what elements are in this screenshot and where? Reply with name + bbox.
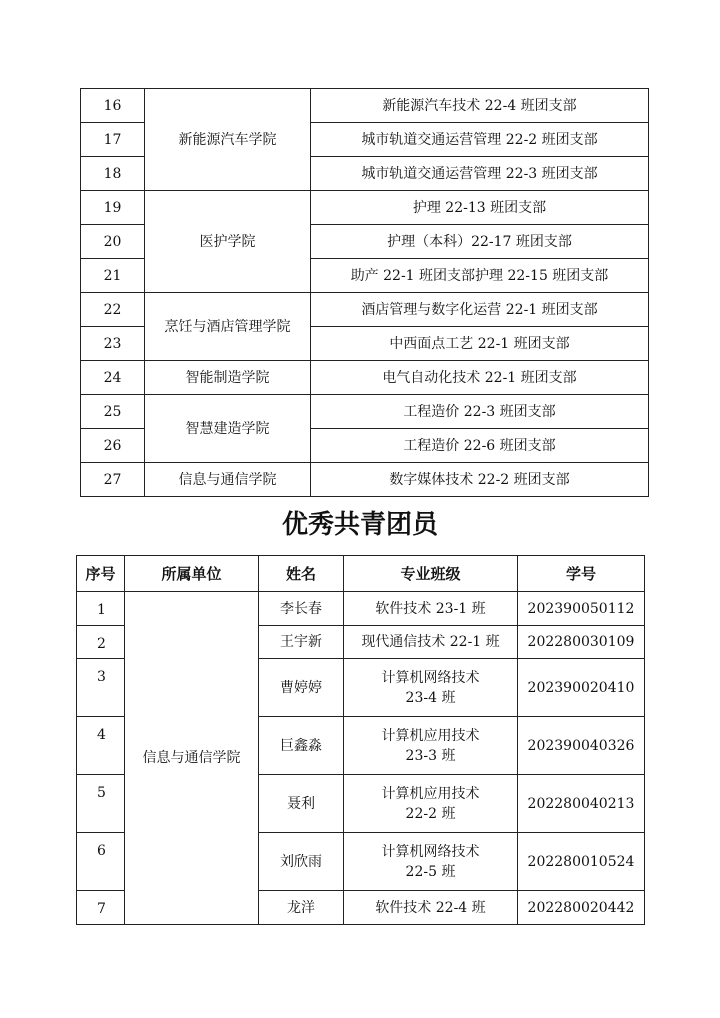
row-number: 5	[77, 775, 125, 833]
major-line: 计算机网络技术	[381, 843, 480, 860]
row-number: 24	[81, 361, 145, 395]
college-cell: 新能源汽车学院	[145, 89, 311, 191]
branch-cell: 城市轨道交通运营管理 22-2 班团支部	[311, 123, 649, 157]
branch-cell: 城市轨道交通运营管理 22-3 班团支部	[311, 157, 649, 191]
college-cell: 医护学院	[145, 191, 311, 293]
table-row	[81, 293, 649, 327]
major-line: 23-3 班	[405, 747, 456, 764]
college-cell: 智慧建造学院	[145, 395, 311, 463]
member-table	[76, 555, 645, 925]
section-title: 优秀共青团员	[281, 510, 438, 540]
major-line: 现代通信技术 22-1 班	[361, 634, 500, 650]
branch-cell: 酒店管理与数字化运营 22-1 班团支部	[311, 293, 649, 327]
row-number: 6	[77, 833, 125, 891]
header-no: 序号	[77, 556, 125, 592]
branch-table	[80, 88, 649, 497]
sid-cell: 202390020410	[518, 659, 645, 717]
row-number: 23	[81, 327, 145, 361]
branch-cell: 护理（本科）22-17 班团支部	[311, 225, 649, 259]
name-cell: 李长春	[259, 592, 344, 626]
name-cell: 巨鑫淼	[259, 717, 344, 775]
sid-cell: 202390040326	[518, 717, 645, 775]
sid-cell: 202280020442	[518, 891, 645, 925]
name-cell: 聂利	[259, 775, 344, 833]
table-row	[81, 89, 649, 123]
row-number: 4	[77, 717, 125, 775]
row-number: 25	[81, 395, 145, 429]
table-row	[81, 191, 649, 225]
major-line: 计算机应用技术	[381, 727, 480, 744]
college-cell: 智能制造学院	[145, 361, 311, 395]
major-line: 22-2 班	[405, 805, 456, 822]
row-number: 22	[81, 293, 145, 327]
name-cell: 龙洋	[259, 891, 344, 925]
row-number: 17	[81, 123, 145, 157]
sid-cell: 202280040213	[518, 775, 645, 833]
row-number: 26	[81, 429, 145, 463]
major-cell	[344, 833, 518, 891]
major-line: 软件技术 23-1 班	[375, 600, 486, 617]
table-row	[81, 361, 649, 395]
major-line: 计算机网络技术	[381, 669, 480, 686]
row-number: 18	[81, 157, 145, 191]
major-cell	[344, 659, 518, 717]
branch-cell: 数字媒体技术 22-2 班团支部	[311, 463, 649, 497]
major-cell	[344, 626, 518, 659]
table-row	[81, 463, 649, 497]
branch-cell: 护理 22-13 班团支部	[311, 191, 649, 225]
header-name: 姓名	[259, 556, 344, 592]
header-major: 专业班级	[344, 556, 518, 592]
major-line: 22-5 班	[405, 863, 456, 880]
name-cell: 王宇新	[259, 626, 344, 659]
name-cell: 曹婷婷	[259, 659, 344, 717]
row-number: 27	[81, 463, 145, 497]
major-line: 软件技术 22-4 班	[375, 899, 486, 916]
branch-cell: 助产 22-1 班团支部护理 22-15 班团支部	[311, 259, 649, 293]
header-row	[77, 556, 645, 592]
name-cell: 刘欣雨	[259, 833, 344, 891]
major-line: 23-4 班	[405, 689, 456, 706]
college-cell: 信息与通信学院	[145, 463, 311, 497]
row-number: 19	[81, 191, 145, 225]
branch-cell: 中西面点工艺 22-1 班团支部	[311, 327, 649, 361]
sid-cell: 202280010524	[518, 833, 645, 891]
major-cell	[344, 717, 518, 775]
row-number: 7	[77, 891, 125, 925]
table-row	[81, 395, 649, 429]
major-cell	[344, 891, 518, 925]
branch-cell: 工程造价 22-6 班团支部	[311, 429, 649, 463]
header-sid: 学号	[518, 556, 645, 592]
unit-cell: 信息与通信学院	[125, 592, 259, 925]
row-number: 1	[77, 592, 125, 626]
major-cell	[344, 775, 518, 833]
table-row	[77, 592, 645, 626]
row-number: 3	[77, 659, 125, 717]
major-cell	[344, 592, 518, 626]
sid-cell: 202280030109	[518, 626, 645, 659]
major-line: 计算机应用技术	[381, 785, 480, 802]
branch-cell: 电气自动化技术 22-1 班团支部	[311, 361, 649, 395]
row-number: 16	[81, 89, 145, 123]
sid-cell: 202390050112	[518, 592, 645, 626]
college-cell: 烹饪与酒店管理学院	[145, 293, 311, 361]
header-unit: 所属单位	[125, 556, 259, 592]
row-number: 2	[77, 626, 125, 659]
row-number: 21	[81, 259, 145, 293]
branch-cell: 工程造价 22-3 班团支部	[311, 395, 649, 429]
branch-cell: 新能源汽车技术 22-4 班团支部	[311, 89, 649, 123]
row-number: 20	[81, 225, 145, 259]
